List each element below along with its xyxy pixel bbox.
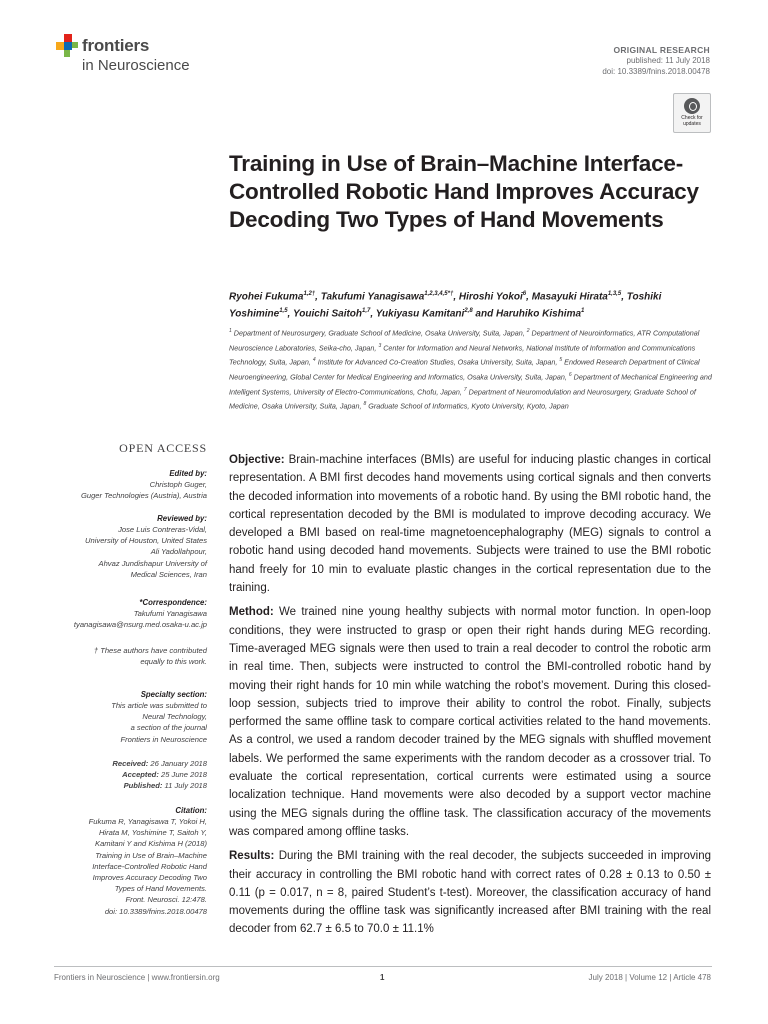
accepted-label: Accepted: xyxy=(122,770,159,780)
author-name[interactable]: Haruhiko Kishima xyxy=(496,308,582,320)
reviewed-by-heading: Reviewed by: xyxy=(157,514,207,523)
citation-doi-link[interactable]: doi: 10.3389/fnins.2018.00478 xyxy=(104,906,207,916)
affiliation-sup: 1 xyxy=(229,328,232,334)
author-name[interactable]: Yukiyasu Kamitani xyxy=(375,308,465,320)
check-updates-line1: Check for xyxy=(681,115,703,121)
affiliation-text: Department of Neuroinformatics, ATR Computational Neuroscience Laboratories, Seika-cho, Japan, xyxy=(229,328,700,353)
frontiers-logo-icon xyxy=(56,34,80,58)
citation-line: Types of Hand Movements. xyxy=(114,884,207,894)
author-affiliation-sup: 1,3,5 xyxy=(607,291,622,297)
published-date-side xyxy=(54,780,207,791)
affiliation-text: Department of Neurosurgery, Graduate School of Medicine, Osaka University, Suita, Japan, xyxy=(231,328,527,338)
reviewer-affiliation: Ahvaz Jundishapur University of xyxy=(98,558,207,568)
affiliation-text: Graduate School of Informatics, Kyoto University, Kyoto, Japan xyxy=(366,401,569,411)
received-label: Received: xyxy=(112,759,149,768)
affiliation-sup: 6 xyxy=(568,372,572,379)
objective-label: Objective: xyxy=(229,454,285,466)
edited-by-block xyxy=(54,468,207,501)
citation-line: Training in Use of Brain–Machine xyxy=(95,850,207,860)
citation-line: Kamitani Y and Kishima H (2018) xyxy=(95,839,207,849)
author-affiliation-sup: 1,5 xyxy=(279,308,288,315)
received-date xyxy=(54,758,207,769)
objective-text: Brain-machine interfaces (BMIs) are useful for inducing plastic changes in cortical representation. A BMI first decodes hand movements using cortical signals and then converts the decoded information into movements of a robotic hand. By using the BMI robotic hand, the cortical representation decoded by the BMI is modulated to improve decoding accuracy. We developed a BMI based on real-time magnetoencephalography (MEG) signals to control a robotic hand using decoded hand movements. Subjects were trained to use the BMI robotic hand freely for 10 min to evaluate plastic changes in the cortical representation due to the training. xyxy=(229,454,711,595)
footer-volume-info: July 2018 | Volume 12 | Article 478 xyxy=(588,973,711,982)
abstract-method xyxy=(229,603,711,841)
abstract xyxy=(229,451,711,945)
accepted-date xyxy=(54,769,207,780)
results-label: Results: xyxy=(229,850,275,863)
author-list: Ryohei Fukuma$^{1,2\dagger}$, Takufumi Yanagisawa$^{1,2,3,4,5*\dagger}$, Hiroshi Yokoi$^6$, Masayuki Hirata$^{1,3,5}$, Toshiki Yoshimine$^{1,5}$, Youichi Saitoh$^{1,7}$, Yukiyasu Kamitani$^{2,8}$ and Haruhiko Kishima$^1$ xyxy=(229,291,662,320)
specialty-line: Frontiers in Neuroscience xyxy=(120,734,207,744)
article-title: Training in Use of Brain–Machine Interface-Controlled Robotic Hand Improves Accuracy Decoding Two Types of Hand Movements xyxy=(229,151,699,232)
author-affiliation-sup: 1,7 xyxy=(362,308,371,315)
received-value: 26 January 2018 xyxy=(148,759,207,768)
affiliation-text: Institute for Advanced Co-Creation Studies, Osaka University, Suita, Japan, xyxy=(315,357,560,367)
affiliation-text: Endowed Research Department of Clinical Neuroengineering, Global Center for Medical Engineering and Informatics, Osaka University, Suita, Japan, xyxy=(229,357,700,382)
footer-journal-link[interactable]: Frontiers in Neuroscience | www.frontiersin.org xyxy=(54,973,220,982)
author-affiliation-sup: 1,2† xyxy=(303,291,316,297)
citation-line: Interface-Controlled Robotic Hand xyxy=(92,861,207,871)
reviewer-name[interactable]: Ali Yadollahpour, xyxy=(150,547,207,557)
article-type: ORIGINAL RESEARCH xyxy=(613,45,710,55)
footer-divider xyxy=(54,966,712,967)
affiliation-sup: 3 xyxy=(378,342,382,349)
affiliation-text: Department of Mechanical Engineering and Intelligent Systems, University of Electro-Communications, Chofu, Japan, xyxy=(229,372,712,397)
author-name[interactable]: Takufumi Yanagisawa xyxy=(320,291,425,303)
contribution-note-line: equally to this work. xyxy=(140,657,207,667)
affiliation-sup: 2 xyxy=(526,328,530,334)
citation-line: Improves Accuracy Decoding Two xyxy=(92,873,207,883)
edited-by-heading: Edited by: xyxy=(169,469,207,478)
author-name[interactable]: Ryohei Fukuma xyxy=(229,291,304,303)
published-value: 11 July 2018 xyxy=(162,781,207,791)
specialty-line: a section of the journal xyxy=(130,723,207,733)
method-label: Method: xyxy=(229,606,274,619)
reviewer-affiliation: University of Houston, United States xyxy=(85,536,207,546)
affiliation-sup: 5 xyxy=(559,357,563,364)
author-name[interactable]: Youichi Saitoh xyxy=(292,308,363,320)
header-doi[interactable]: doi: 10.3389/fnins.2018.00478 xyxy=(602,67,710,76)
page-number: 1 xyxy=(380,973,385,982)
abstract-results xyxy=(229,847,711,938)
affiliations xyxy=(229,325,715,413)
journal-logo[interactable] xyxy=(56,34,256,84)
affiliation-text: Center for Information and Neural Networks, National Institute of Information and Communications Technology, Suita, Japan, xyxy=(229,343,696,367)
reviewed-by-block xyxy=(54,513,207,580)
author-affiliation-sup: 1 xyxy=(581,308,585,315)
abstract-objective xyxy=(229,451,711,597)
citation-heading: Citation: xyxy=(175,806,207,815)
check-updates-line2: updates xyxy=(683,121,701,127)
affiliation-sup: 8 xyxy=(363,401,367,408)
check-updates-icon xyxy=(684,98,700,114)
correspondence-heading: *Correspondence: xyxy=(139,598,207,607)
correspondence-name: Takufumi Yanagisawa xyxy=(133,609,207,618)
method-text: We trained nine young healthy subjects with normal motor function. In open-loop conditions, they were instructed to grasp or open their right hands during MEG recording. Time-averaged MEG signals were then used to train a real decoder to control the robotic arm in real time. Then, subjects were instructed to control the BMI-controlled robotic hand by moving their right hands for 10 min while watching the robot’s movement. During this closed-loop session, subjects tried to improve their ability to control the robot. Finally, subjects performed the same offline task to compare cortical activities related to the hand movements. As a control, we used a random decoder trained by the MEG signals with shuffled movement labels. We performed the same experiments with the random decoder as a crossover trial. To evaluate the cortical representation, cortical currents were estimated using a source localization technique. Hand movements were also decoded by a support vector machine using the MEG signals during the offline task. The classification accuracy of the movements was compared among offline tasks. xyxy=(229,606,711,838)
correspondence-block xyxy=(54,597,207,630)
results-text: During the BMI training with the real decoder, the subjects succeeded in improving their accuracy in controlling the BMI robotic hand with correct rates of 0.28 ± 0.13 to 0.50 ± 0.11 (p = 0.017, n = 8, paired Student’s t-test). Moreover, the classification accuracy of hand movements during the offline task was significantly increased after BMI training with the real decoder from 62.7 ± 6.5 to 70.0 ± 11.1% xyxy=(229,850,711,936)
specialty-line: This article was submitted to xyxy=(111,701,207,710)
accepted-value: 25 June 2018 xyxy=(158,770,207,780)
citation-line: Front. Neurosci. 12:478. xyxy=(125,895,207,905)
journal-name: frontiers xyxy=(82,36,150,55)
citation-block xyxy=(54,805,207,917)
check-for-updates-button[interactable] xyxy=(673,93,711,133)
editor-affiliation: Guger Technologies (Austria), Austria xyxy=(80,491,207,501)
correspondence-email-link[interactable]: tyanagisawa@nsurg.med.osaka-u.ac.jp xyxy=(73,620,207,630)
reviewer-affiliation: Medical Sciences, Iran xyxy=(130,569,207,579)
specialty-line: Neural Technology, xyxy=(142,712,207,722)
published-label: Published: xyxy=(123,781,163,791)
specialty-heading: Specialty section: xyxy=(140,690,207,699)
specialty-section-block xyxy=(54,689,207,745)
citation-line: Hirata M, Yoshimine T, Saitoh Y, xyxy=(98,828,207,838)
author-affiliation-sup: 1,2,3,4,5*† xyxy=(424,291,454,297)
author-affiliation-sup: 6 xyxy=(522,291,527,297)
affiliation-text: Department of Neuromodulation and Neurosurgery, Graduate School of Medicine, Osaka University, Suita, Japan, xyxy=(229,387,696,411)
citation-line: Fukuma R, Yanagisawa T, Yokoi H, xyxy=(88,817,207,826)
reviewer-name[interactable]: Jose Luis Contreras-Vidal, xyxy=(118,525,207,534)
affiliation-sup: 4 xyxy=(312,357,316,364)
author-affiliation-sup: 2,8 xyxy=(464,308,473,315)
journal-subname: in Neuroscience xyxy=(82,57,190,74)
editor-name[interactable]: Christoph Guger, xyxy=(149,480,207,489)
author-name[interactable]: Hiroshi Yokoi xyxy=(458,291,523,303)
open-access-label: OPEN ACCESS xyxy=(119,441,207,455)
author-name[interactable]: Toshiki Yoshimine xyxy=(229,291,662,320)
author-name[interactable]: Masayuki Hirata xyxy=(531,291,608,303)
dates-block xyxy=(54,758,207,792)
contribution-note-line: † These authors have contributed xyxy=(93,646,207,655)
published-date: published: 11 July 2018 xyxy=(626,56,710,65)
affiliation-sup: 7 xyxy=(463,386,467,393)
contribution-note xyxy=(54,645,207,667)
